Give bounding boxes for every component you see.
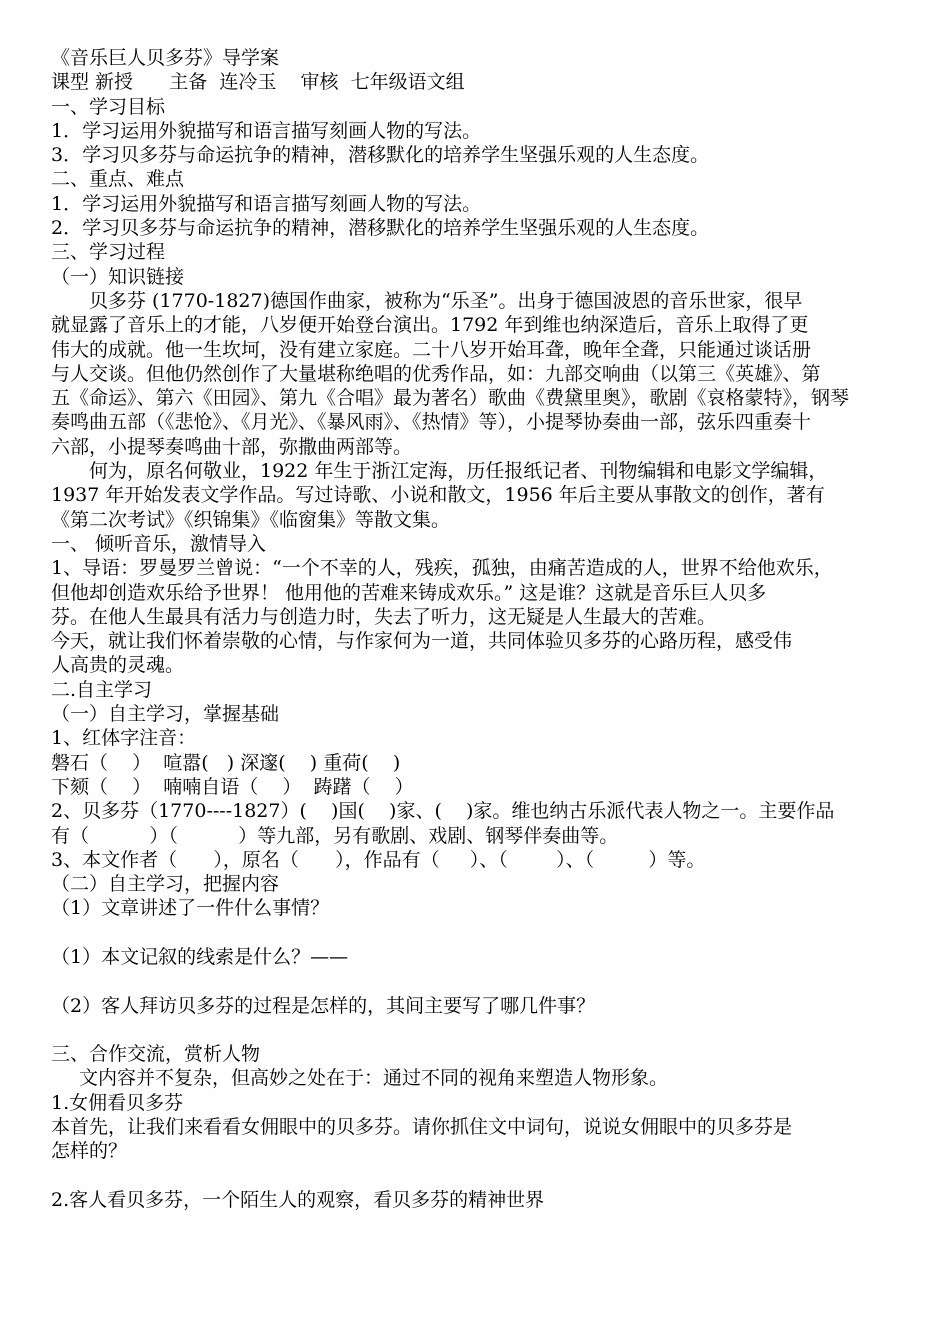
question-beethoven-info: 有（ ）（ ）等九部，另有歌剧、戏剧、钢琴伴奏曲等。 — [51, 824, 619, 847]
subheading-basics: （一）自主学习，掌握基础 — [51, 703, 280, 726]
question-visit: （2）客人拜访贝多芬的过程是怎样的，其间主要写了哪几件事？ — [51, 994, 596, 1017]
intro-line: 芬。在他人生最具有活力与创造力时，失去了听力，这无疑是人生最大的苦难。 — [51, 605, 717, 628]
subheading-content: （二）自主学习，把握内容 — [51, 873, 280, 896]
goal-item: 1．学习运用外貌描写和语言描写刻画人物的写法。 — [51, 119, 482, 142]
section-heading-cooperation: 三、合作交流，赏析人物 — [51, 1043, 261, 1066]
perspective-maid-line: 怎样的？ — [51, 1140, 128, 1163]
section-heading-self-study: 二.自主学习 — [51, 678, 153, 701]
intro-line: 1、导语：罗曼罗兰曾说：“一个不幸的人，残疾，孤独，由痛苦造成的人，世界不给他欢乐， — [51, 557, 833, 580]
question-clue: （1）本文记叙的线索是什么？—— — [51, 945, 349, 968]
perspective-maid-title: 1.女佣看贝多芬 — [51, 1091, 184, 1114]
author-bio-line: 1937 年开始发表文学作品。写过诗歌、小说和散文，1956 年后主要从事散文的创作，著有 — [51, 484, 825, 507]
author-bio-line: 《第二次考试》《织锦集》《临窗集》等散文集。 — [51, 508, 451, 531]
question-author-info: 3、本文作者（ ），原名（ ），作品有（ ）、（ ）、（ ）等。 — [51, 848, 706, 871]
key-point-item: 1．学习运用外貌描写和语言描写刻画人物的写法。 — [51, 192, 482, 215]
question-beethoven-info: 2、贝多芬（1770----1827）( )国( )家、( )家。维也纳古乐派代表人物之一。主要作品 — [51, 800, 835, 823]
pinyin-row: 下颏（ ） 喃喃自语（ ） 踌躇（ ） — [51, 775, 414, 798]
perspective-guest-title: 2.客人看贝多芬，一个陌生人的观察，看贝多芬的精神世界 — [51, 1188, 545, 1211]
beethoven-bio-line: 五《命运》、第六《田园》、第九《合唱》最为著名）歌曲《费黛里奥》，歌剧《哀格蒙特》，钢琴 — [51, 387, 850, 410]
intro-line: 人高贵的灵魂。 — [51, 654, 185, 677]
perspective-maid-line: 本首先，让我们来看看女佣眼中的贝多芬。请你抓住文中词句，说说女佣眼中的贝多芬是 — [51, 1116, 793, 1139]
section-heading-goals: 一、学习目标 — [51, 95, 166, 118]
intro-line: 今天，就让我们怀着崇敬的心情，与作家何为一道，共同体验贝多芬的心路历程，感受伟 — [51, 630, 793, 653]
question-event: （1）文章讲述了一件什么事情？ — [51, 897, 330, 920]
doc-title: 《音乐巨人贝多芬》导学案 — [51, 47, 280, 69]
section-heading-process: 三、学习过程 — [51, 241, 166, 264]
key-point-item: 2．学习贝多芬与命运抗争的精神，潜移默化的培养学生坚强乐观的人生态度。 — [51, 217, 710, 240]
section-heading-intro: 一、 倾听音乐，激情导入 — [51, 532, 267, 555]
pinyin-label: 1、红体字注音： — [51, 727, 197, 750]
beethoven-bio-line: 六部，小提琴奏鸣曲十部，弥撒曲两部等。 — [51, 435, 413, 458]
beethoven-bio-line: 奏鸣曲五部（《悲怆》、《月光》、《暴风雨》、《热情》等），小提琴协奏曲一部，弦乐四重奏十 — [51, 411, 812, 434]
pinyin-row: 磐石（ ） 喧嚣( ) 深邃( ) 重荷( ) — [51, 751, 401, 774]
subheading-knowledge-link: （一）知识链接 — [51, 265, 185, 288]
beethoven-bio-line: 伟大的成就。他一生坎坷，没有建立家庭。二十八岁开始耳聋，晚年全聋，只能通过谈话册 — [51, 338, 812, 361]
beethoven-bio-line: 与人交谈。但他仍然创作了大量堪称绝唱的优秀作品，如：九部交响曲（以第三《英雄》、第 — [51, 362, 821, 385]
beethoven-bio-line: 就显露了音乐上的才能，八岁便开始登台演出。1792 年到维也纳深造后，音乐上取得了更 — [51, 314, 809, 337]
doc-meta: 课型 新授 主备 连冷玉 审核 七年级语文组 — [51, 71, 465, 94]
beethoven-bio-line: 贝多芬 (1770-1827)德国作曲家，被称为“乐圣”。出身于德国波恩的音乐世家，很早 — [89, 289, 803, 312]
author-bio-line: 何为，原名何敬业，1922 年生于浙江定海，历任报纸记者、刊物编辑和电影文学编辑， — [89, 460, 828, 483]
intro-line: 但他却创造欢乐给予世界！ 他用他的苦难来铸成欢乐。” 这是谁？这就是音乐巨人贝多 — [51, 581, 767, 604]
cooperation-intro: 文内容并不复杂，但高妙之处在于：通过不同的视角来塑造人物形象。 — [79, 1067, 669, 1090]
section-heading-key-points: 二、重点、难点 — [51, 168, 185, 191]
goal-item: 3．学习贝多芬与命运抗争的精神，潜移默化的培养学生坚强乐观的人生态度。 — [51, 144, 710, 167]
